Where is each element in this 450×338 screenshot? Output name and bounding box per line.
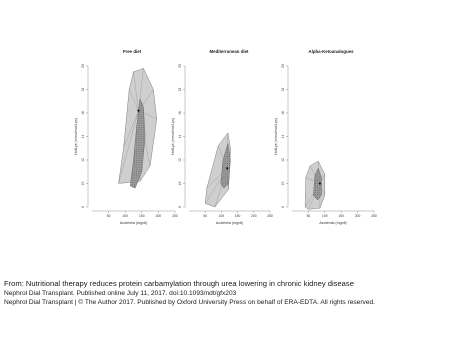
bag-dot — [141, 184, 142, 185]
y-tick-label: 8 — [81, 206, 85, 208]
bag-dot — [139, 167, 140, 168]
bag-dot — [143, 143, 144, 144]
x-tick-label: 50 — [203, 214, 208, 218]
bag-dot — [143, 178, 144, 179]
panel-alpha-ketoanalogues — [274, 49, 377, 225]
bag-dot — [141, 134, 142, 135]
bag-dot — [317, 174, 318, 175]
bag-dot — [143, 138, 144, 139]
y-tick-label: 8 — [281, 206, 285, 208]
y-tick-label: 20 — [281, 64, 285, 68]
bag-dot — [223, 181, 224, 182]
bag-dot — [315, 185, 316, 186]
bag-dot — [223, 176, 224, 177]
bag-dot — [317, 190, 318, 191]
bag-dot — [223, 167, 224, 168]
bag-dot — [315, 194, 316, 195]
bag-dot — [141, 156, 142, 157]
bag-dot — [136, 147, 137, 148]
bag-dot — [134, 160, 135, 161]
bag-dot — [141, 103, 142, 104]
bag-dot — [141, 162, 142, 163]
median-point — [226, 167, 228, 169]
y-tick-label: 10 — [281, 181, 285, 186]
bag-dot — [143, 140, 144, 141]
bag-dot — [225, 183, 226, 184]
bag-dot — [225, 181, 226, 182]
x-tick-label: 150 — [234, 214, 241, 218]
bag-dot — [136, 176, 137, 177]
panel-mediterranean-diet — [171, 49, 273, 225]
bag-dot — [317, 181, 318, 182]
bag-dot — [227, 148, 228, 149]
bag-dot — [136, 178, 137, 179]
bag-dot — [141, 136, 142, 137]
bag-dot — [141, 187, 142, 188]
bag-dot — [227, 156, 228, 157]
bag-dot — [136, 180, 137, 181]
bag-dot — [134, 184, 135, 185]
bag-dot — [139, 129, 140, 130]
x-axis-label: Azotemia (mg/dl) — [319, 221, 347, 225]
bag-dot — [139, 140, 140, 141]
bag-dot — [223, 165, 224, 166]
bag-dot — [141, 182, 142, 183]
bag-dot — [136, 160, 137, 161]
bag-dot — [139, 160, 140, 161]
bag-dot — [229, 163, 230, 164]
bag-dot — [139, 123, 140, 124]
bag-dot — [141, 125, 142, 126]
bag-dot — [134, 178, 135, 179]
x-tick-label: 150 — [338, 214, 344, 218]
bag-dot — [139, 127, 140, 128]
bag-dot — [143, 149, 144, 150]
y-tick-label: 18 — [81, 87, 85, 92]
bag-dot — [143, 184, 144, 185]
y-tick-label: 14 — [81, 134, 85, 139]
bag-dot — [317, 170, 318, 171]
bag-dot — [139, 184, 140, 185]
bag-dot — [134, 154, 135, 155]
x-tick-label: 150 — [139, 214, 145, 218]
bag-dot — [136, 154, 137, 155]
bag-dot — [223, 183, 224, 184]
bag-dot — [136, 156, 137, 157]
bag-dot — [317, 185, 318, 186]
bag-dot — [136, 140, 137, 141]
bag-dot — [130, 187, 131, 188]
bag-dot — [229, 185, 230, 186]
bag-dot — [320, 177, 321, 178]
bag-dot — [141, 165, 142, 166]
bag-dot — [139, 158, 140, 159]
bag-dot — [132, 184, 133, 185]
bag-dot — [141, 169, 142, 170]
bag-dot — [139, 171, 140, 172]
bag-dot — [136, 162, 137, 163]
bag-dot — [141, 140, 142, 141]
bag-dot — [227, 159, 228, 160]
bag-dot — [229, 161, 230, 162]
bag-dot — [320, 194, 321, 195]
bag-dot — [132, 173, 133, 174]
y-tick-label: 12 — [178, 158, 182, 162]
bag-dot — [134, 158, 135, 159]
y-tick-label: 20 — [81, 64, 85, 68]
bag-dot — [136, 132, 137, 133]
bag-dot — [141, 107, 142, 108]
bag-dot — [139, 147, 140, 148]
y-tick-label: 10 — [178, 181, 182, 186]
bag-dot — [229, 178, 230, 179]
bag-dot — [223, 174, 224, 175]
y-tick-label: 18 — [178, 87, 182, 92]
bag-dot — [317, 199, 318, 200]
bag-dot — [225, 170, 226, 171]
x-axis-label: Azotemia (mg/dl) — [215, 221, 244, 225]
bag-dot — [134, 171, 135, 172]
bag-dot — [136, 169, 137, 170]
y-tick-label: 10 — [81, 181, 85, 186]
bag-dot — [141, 167, 142, 168]
bag-dot — [136, 158, 137, 159]
bag-dot — [143, 151, 144, 152]
y-axis-label: HcitLys (mmol/mol Lys) — [74, 117, 78, 156]
bag-dot — [139, 143, 140, 144]
bag-dot — [139, 165, 140, 166]
y-tick-label: 16 — [178, 111, 182, 115]
bag-dot — [141, 160, 142, 161]
bag-dot — [223, 172, 224, 173]
panel-free-diet — [74, 49, 178, 225]
bag-dot — [229, 181, 230, 182]
y-tick-label: 18 — [281, 87, 285, 92]
bag-dot — [141, 171, 142, 172]
bag-dot — [136, 143, 137, 144]
bag-dot — [141, 105, 142, 106]
bag-dot — [141, 129, 142, 130]
bag-dot — [134, 151, 135, 152]
bag-dot — [227, 181, 228, 182]
bag-dot — [139, 112, 140, 113]
bag-dot — [141, 145, 142, 146]
bag-dot — [143, 180, 144, 181]
bag-dot — [141, 127, 142, 128]
bag-dot — [143, 145, 144, 146]
bag-dot — [141, 149, 142, 150]
bag-dot — [315, 177, 316, 178]
figure-caption — [4, 279, 446, 307]
bag-dot — [136, 136, 137, 137]
y-axis-label: HcitLys (mmol/mol Lys) — [171, 117, 175, 156]
bag-dot — [139, 116, 140, 117]
bag-dot — [139, 118, 140, 119]
caption-copyright-line: Nephrol Dial Transplant | © The Author 2017. Published by Oxford University Press on behalf of ERA-EDTA. All rights reserved. — [4, 299, 375, 306]
bag-dot — [132, 176, 133, 177]
x-tick-label: 100 — [322, 214, 328, 218]
bag-dot — [141, 151, 142, 152]
bag-dot — [136, 129, 137, 130]
bag-dot — [141, 112, 142, 113]
bag-dot — [139, 125, 140, 126]
x-tick-label: 250 — [172, 214, 178, 218]
bag-dot — [139, 187, 140, 188]
x-tick-label: 50 — [106, 214, 111, 218]
x-tick-label: 200 — [251, 214, 257, 218]
bag-dot — [143, 112, 144, 113]
y-tick-label: 20 — [178, 64, 182, 68]
bag-dot — [317, 192, 318, 193]
bag-dot — [143, 136, 144, 137]
bag-dot — [143, 118, 144, 119]
bag-dot — [136, 151, 137, 152]
bag-dot — [134, 162, 135, 163]
bag-dot — [227, 178, 228, 179]
bag-dot — [315, 183, 316, 184]
bag-dot — [227, 176, 228, 177]
bag-dot — [227, 174, 228, 175]
bag-dot — [143, 132, 144, 133]
bag-dot — [134, 176, 135, 177]
x-tick-label: 250 — [371, 214, 377, 218]
bag-dot — [315, 190, 316, 191]
bag-dot — [229, 165, 230, 166]
bag-dot — [143, 129, 144, 130]
y-tick-label: 16 — [81, 111, 85, 115]
bag-dot — [315, 181, 316, 182]
bag-dot — [225, 167, 226, 168]
bag-dot — [141, 118, 142, 119]
bag-dot — [141, 132, 142, 133]
bag-dot — [139, 114, 140, 115]
bag-dot — [229, 183, 230, 184]
bag-dot — [141, 116, 142, 117]
bag-dot — [136, 145, 137, 146]
bag-dot — [132, 180, 133, 181]
bag-dot — [227, 170, 228, 171]
bag-dot — [225, 185, 226, 186]
bag-dot — [227, 152, 228, 153]
bag-dot — [139, 156, 140, 157]
x-axis-label: Azotemia (mg/dl) — [119, 221, 148, 225]
bag-dot — [141, 123, 142, 124]
bag-dot — [141, 147, 142, 148]
median-point — [319, 182, 321, 184]
bag-dot — [143, 116, 144, 117]
bag-dot — [229, 187, 230, 188]
bag-dot — [225, 165, 226, 166]
bag-dot — [229, 167, 230, 168]
bag-dot — [320, 174, 321, 175]
bag-dot — [136, 167, 137, 168]
bag-dot — [136, 173, 137, 174]
bag-dot — [141, 138, 142, 139]
bag-dot — [225, 159, 226, 160]
y-tick-label: 14 — [281, 134, 285, 139]
bag-dot — [134, 187, 135, 188]
bag-dot — [139, 173, 140, 174]
bag-dot — [141, 154, 142, 155]
y-axis-label: HcitLys (mmol/mol Lys) — [274, 117, 278, 156]
bag-dot — [136, 182, 137, 183]
bag-dot — [141, 110, 142, 111]
bag-dot — [315, 196, 316, 197]
panel-title: Mediterranean diet — [209, 49, 249, 54]
bag-dot — [143, 127, 144, 128]
bag-dot — [141, 158, 142, 159]
bag-dot — [136, 149, 137, 150]
y-tick-label: 16 — [281, 111, 285, 115]
bag-dot — [139, 136, 140, 137]
bag-dot — [139, 151, 140, 152]
bag-dot — [315, 179, 316, 180]
bag-dot — [227, 183, 228, 184]
bag-dot — [317, 179, 318, 180]
bag-dot — [320, 192, 321, 193]
bag-dot — [139, 176, 140, 177]
bag-dot — [143, 114, 144, 115]
bag-dot — [139, 138, 140, 139]
y-tick-label: 12 — [81, 158, 85, 162]
bag-dot — [317, 188, 318, 189]
bag-dot — [132, 171, 133, 172]
bag-dot — [136, 171, 137, 172]
bag-dot — [143, 147, 144, 148]
bag-dot — [317, 194, 318, 195]
bag-dot — [223, 178, 224, 179]
bag-dot — [320, 179, 321, 180]
bag-dot — [320, 185, 321, 186]
bag-dot — [139, 182, 140, 183]
bag-dot — [225, 154, 226, 155]
bag-dot — [136, 165, 137, 166]
bag-dot — [134, 167, 135, 168]
bag-dot — [225, 172, 226, 173]
bag-dot — [134, 182, 135, 183]
bag-dot — [143, 123, 144, 124]
bag-dot — [317, 183, 318, 184]
bag-dot — [132, 178, 133, 179]
bag-dot — [139, 145, 140, 146]
bag-dot — [315, 192, 316, 193]
bag-dot — [225, 156, 226, 157]
y-tick-label: 12 — [281, 158, 285, 162]
bag-dot — [320, 190, 321, 191]
x-tick-label: 50 — [306, 214, 311, 218]
bag-dot — [141, 121, 142, 122]
bag-dot — [134, 173, 135, 174]
bag-dot — [227, 163, 228, 164]
bag-dot — [317, 177, 318, 178]
bag-dot — [229, 159, 230, 160]
bag-dot — [139, 162, 140, 163]
bag-dot — [139, 169, 140, 170]
bag-dot — [132, 182, 133, 183]
bag-dot — [227, 150, 228, 151]
bag-dot — [227, 172, 228, 173]
bag-dot — [139, 149, 140, 150]
bag-dot — [317, 172, 318, 173]
bag-dot — [320, 181, 321, 182]
bag-dot — [134, 180, 135, 181]
bag-dot — [141, 143, 142, 144]
bag-dot — [139, 154, 140, 155]
median-point — [137, 110, 139, 112]
x-tick-label: 200 — [155, 214, 162, 218]
bag-dot — [225, 176, 226, 177]
x-tick-label: 100 — [218, 214, 225, 218]
y-tick-label: 8 — [178, 206, 182, 208]
bag-dot — [141, 114, 142, 115]
bag-dot — [143, 187, 144, 188]
bag-dot — [136, 138, 137, 139]
bag-dot — [143, 125, 144, 126]
bag-dot — [225, 178, 226, 179]
bag-dot — [315, 188, 316, 189]
bag-dot — [225, 161, 226, 162]
bag-dot — [134, 165, 135, 166]
bag-dot — [139, 134, 140, 135]
panel-title: Alpha-Ketoanalogues — [308, 49, 354, 54]
x-tick-label: 100 — [122, 214, 128, 218]
x-tick-label: 200 — [354, 214, 361, 218]
y-tick-label: 14 — [178, 134, 182, 139]
x-tick-label: 250 — [267, 214, 273, 218]
bag-dot — [225, 163, 226, 164]
bag-dot — [320, 188, 321, 189]
bag-dot — [225, 174, 226, 175]
bag-dot — [143, 134, 144, 135]
bag-dot — [223, 170, 224, 171]
caption-journal-line: Nephrol Dial Transplant. Published online July 11, 2017. doi:10.1093/ndt/gfx203 — [4, 290, 237, 297]
bag-dot — [134, 169, 135, 170]
bag-dot — [136, 134, 137, 135]
panel-title: Free diet — [122, 49, 142, 54]
bag-dot — [143, 182, 144, 183]
bag-dot — [227, 161, 228, 162]
bag-dot — [136, 187, 137, 188]
bag-dot — [229, 156, 230, 157]
caption-source-line: From: Nutritional therapy reduces protein carbamylation through urea lowering in chronic kidney disease — [4, 279, 354, 288]
bag-dot — [227, 154, 228, 155]
bag-dot — [139, 132, 140, 133]
bag-dot — [223, 185, 224, 186]
bag-dot — [227, 165, 228, 166]
bag-dot — [143, 121, 144, 122]
bag-dot — [134, 156, 135, 157]
bag-dot — [317, 196, 318, 197]
bag-dot — [139, 121, 140, 122]
